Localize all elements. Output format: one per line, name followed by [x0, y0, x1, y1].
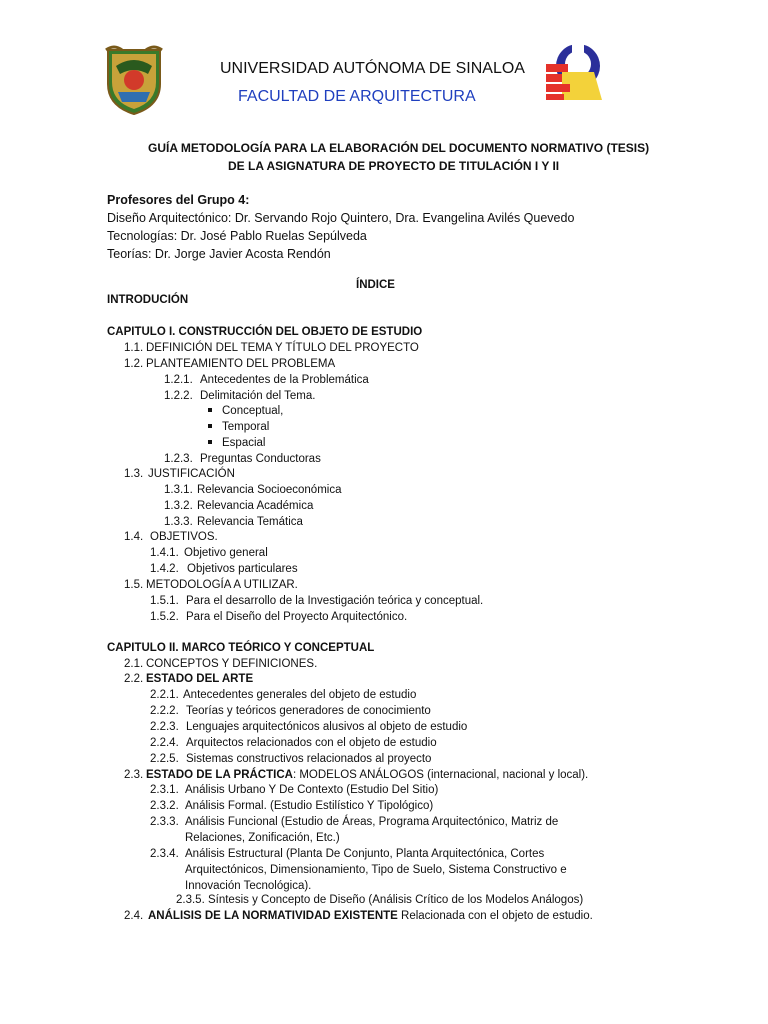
toc-number: 1.4.1.	[150, 547, 179, 559]
toc-number: 2.2.3.	[150, 721, 179, 733]
toc-entry: Para el Diseño del Proyecto Arquitectónico.	[186, 611, 408, 623]
toc-number: 2.2.	[124, 673, 144, 685]
bullet-icon	[208, 408, 212, 412]
toc-number: 2.2.1.	[150, 689, 179, 701]
index-introduction: INTRODUCIÓN	[107, 294, 189, 306]
faculty-name: FACULTAD DE ARQUITECTURA	[238, 88, 476, 105]
toc-entry: Lenguajes arquitectónicos alusivos al objeto de estudio	[186, 721, 468, 733]
toc-number: 1.3.1.	[164, 484, 193, 496]
toc-number: 1.4.2.	[150, 563, 179, 575]
professors-theory: Teorías: Dr. Jorge Javier Acosta Rendón	[107, 247, 331, 261]
toc-number: 1.2.1.	[164, 374, 193, 386]
toc-entry: Análisis Urbano Y De Contexto (Estudio Del Sitio)	[185, 784, 439, 796]
toc-entry: METODOLOGÍA A UTILIZAR.	[146, 579, 298, 591]
toc-entry: Antecedentes generales del objeto de estudio	[183, 689, 417, 701]
uas-coat-of-arms-logo	[104, 44, 164, 116]
toc-entry-rest: : MODELOS ANÁLOGOS (internacional, nacional y local).	[292, 769, 589, 781]
toc-number: 1.2.2.	[164, 390, 193, 402]
toc-entry-cont: Innovación Tecnológica).	[185, 880, 312, 892]
guide-title-line2: DE LA ASIGNATURA DE PROYECTO DE TITULACIÓN I Y II	[228, 159, 560, 173]
toc-entry: OBJETIVOS.	[150, 531, 218, 543]
professors-tech: Tecnologías: Dr. José Pablo Ruelas Sepúlveda	[107, 229, 367, 243]
toc-entry: Delimitación del Tema.	[200, 390, 316, 402]
toc-entry: DEFINICIÓN DEL TEMA Y TÍTULO DEL PROYECTO	[146, 342, 419, 354]
toc-number: 2.1.	[124, 658, 144, 670]
toc-bullet-item	[208, 435, 265, 451]
toc-entry: JUSTIFICACIÓN	[148, 468, 235, 480]
toc-entry: 2.3.5. Síntesis y Concepto de Diseño (Análisis Crítico de los Modelos Análogos)	[176, 894, 584, 906]
toc-number: 1.2.	[124, 358, 144, 370]
toc-entry-bold: ESTADO DE LA PRÁCTICA	[146, 769, 293, 781]
toc-number: 2.4.	[124, 910, 144, 922]
toc-entry: Sistemas constructivos relacionados al proyecto	[186, 753, 432, 765]
toc-entry-bold: ANÁLISIS DE LA NORMATIVIDAD EXISTENTE	[148, 910, 398, 922]
toc-entry: Objetivos particulares	[187, 563, 298, 575]
toc-number: 1.2.3.	[164, 453, 193, 465]
toc-bullet-item	[208, 403, 283, 419]
guide-title-line1: GUÍA METODOLOGÍA PARA LA ELABORACIÓN DEL DOCUMENTO NORMATIVO (TESIS)	[148, 141, 650, 155]
toc-entry: Análisis Estructural (Planta De Conjunto, Planta Arquitectónica, Cortes	[185, 848, 545, 860]
toc-entry: Preguntas Conductoras	[200, 453, 321, 465]
toc-number: 2.2.4.	[150, 737, 179, 749]
toc-number: 2.3.4.	[150, 848, 179, 860]
toc-entry: Relevancia Temática	[197, 516, 303, 528]
chapter-1-title: CAPITULO I. CONSTRUCCIÓN DEL OBJETO DE ESTUDIO	[107, 326, 423, 338]
toc-number: 2.3.3.	[150, 816, 179, 828]
toc-entry: Espacial	[222, 437, 266, 449]
toc-entry: Relevancia Académica	[197, 500, 314, 512]
toc-entry-cont: Arquitectónicos, Dimensionamiento, Tipo de Suelo, Sistema Constructivo e	[185, 864, 567, 876]
toc-number: 2.2.5.	[150, 753, 179, 765]
toc-entry: Relevancia Socioeconómica	[197, 484, 342, 496]
index-title: ÍNDICE	[356, 279, 395, 291]
toc-entry	[148, 908, 593, 924]
toc-number: 1.4.	[124, 531, 144, 543]
toc-bullet-item	[208, 419, 269, 435]
toc-entry	[146, 767, 588, 783]
bullet-icon	[208, 424, 212, 428]
toc-entry: Análisis Formal. (Estudio Estilístico Y Tipológico)	[185, 800, 434, 812]
toc-number: 1.5.	[124, 579, 144, 591]
toc-number: 1.3.	[124, 468, 144, 480]
toc-number: 2.3.1.	[150, 784, 179, 796]
professors-design: Diseño Arquitectónico: Dr. Servando Rojo Quintero, Dra. Evangelina Avilés Quevedo	[107, 211, 575, 225]
toc-entry: Conceptual,	[222, 405, 284, 417]
toc-entry: CONCEPTOS Y DEFINICIONES.	[146, 658, 318, 670]
toc-entry: Temporal	[222, 421, 270, 433]
toc-entry: Para el desarrollo de la Investigación teórica y conceptual.	[186, 595, 484, 607]
toc-number: 1.3.2.	[164, 500, 193, 512]
toc-number: 2.3.	[124, 769, 144, 781]
toc-entry: Teorías y teóricos generadores de conocimiento	[186, 705, 431, 717]
bullet-icon	[208, 440, 212, 444]
toc-entry: Antecedentes de la Problemática	[200, 374, 369, 386]
toc-entry: Arquitectos relacionados con el objeto de estudio	[186, 737, 437, 749]
toc-entry-rest: Relacionada con el objeto de estudio.	[397, 910, 593, 922]
toc-number: 2.2.2.	[150, 705, 179, 717]
toc-entry: PLANTEAMIENTO DEL PROBLEMA	[146, 358, 336, 370]
professors-heading: Profesores del Grupo 4:	[107, 193, 250, 207]
chapter-2-title: CAPITULO II. MARCO TEÓRICO Y CONCEPTUAL	[107, 642, 375, 654]
toc-number: 2.3.2.	[150, 800, 179, 812]
toc-number: 1.5.1.	[150, 595, 179, 607]
faculty-architecture-logo	[544, 42, 606, 102]
toc-number: 1.5.2.	[150, 611, 179, 623]
toc-number: 1.3.3.	[164, 516, 193, 528]
toc-entry-cont: Relaciones, Zonificación, Etc.)	[185, 832, 340, 844]
toc-entry: Objetivo general	[184, 547, 268, 559]
toc-number: 1.1.	[124, 342, 144, 354]
toc-entry: ESTADO DEL ARTE	[146, 673, 254, 685]
university-name: UNIVERSIDAD AUTÓNOMA DE SINALOA	[220, 60, 525, 77]
toc-entry: Análisis Funcional (Estudio de Áreas, Programa Arquitectónico, Matriz de	[185, 816, 559, 828]
